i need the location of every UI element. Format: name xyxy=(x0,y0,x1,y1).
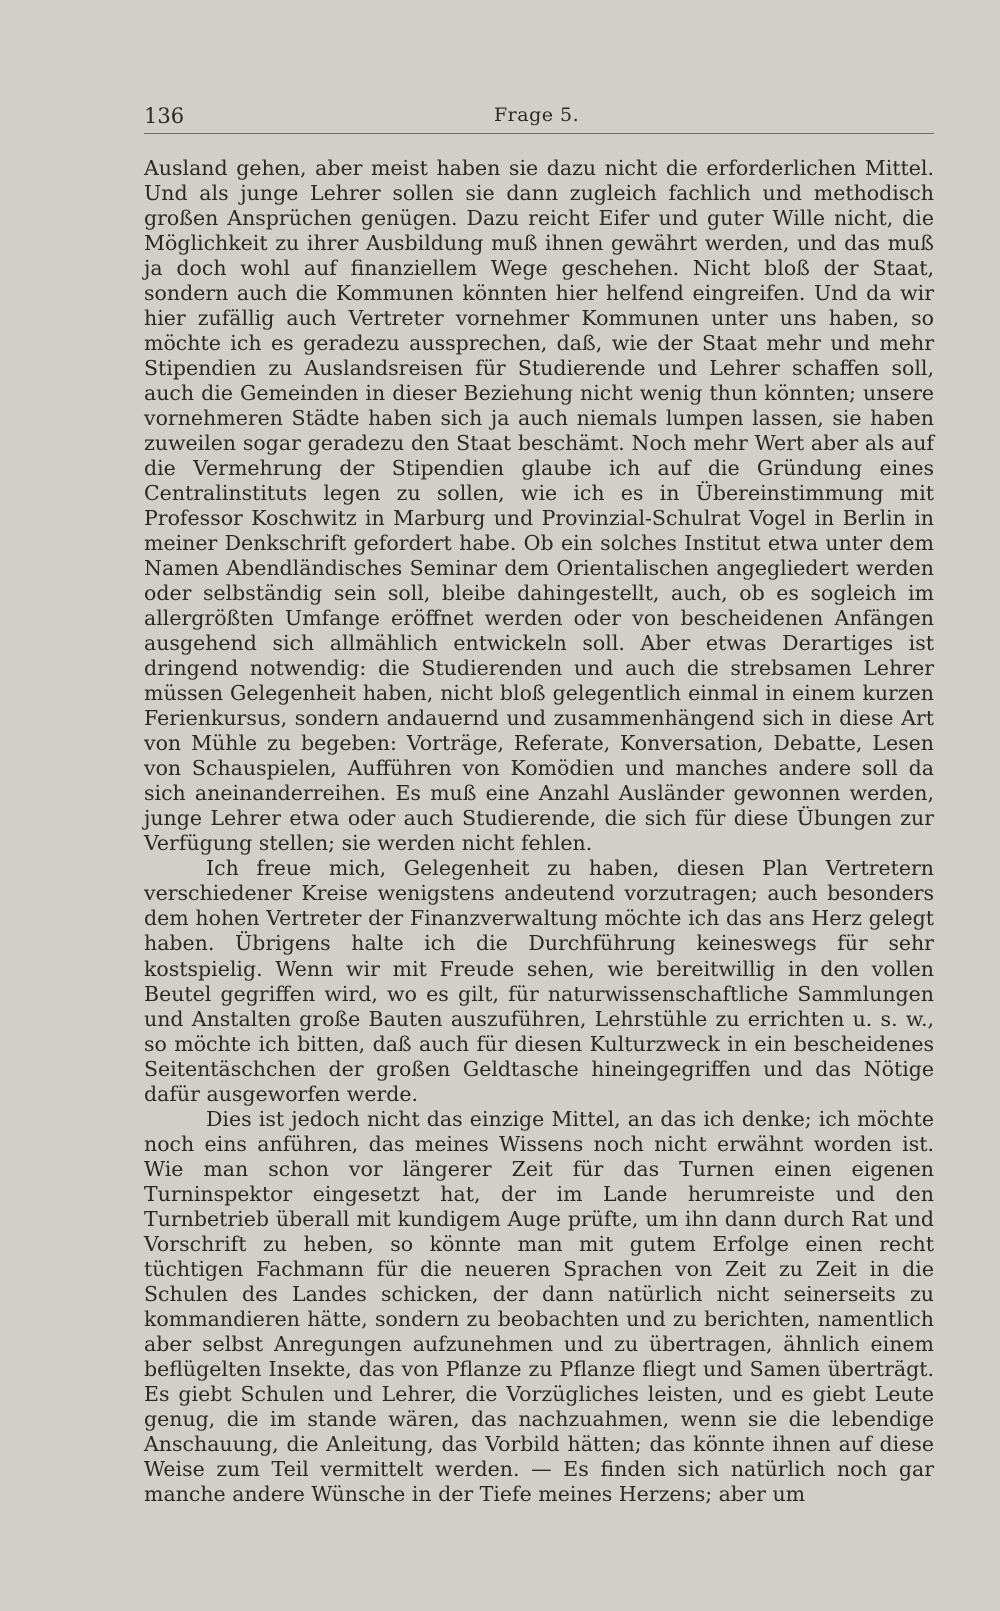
page-number: 136 xyxy=(144,104,185,128)
paragraph: Ich freue mich, Gelegenheit zu haben, diesen Plan Vertretern verschiedener Kreise wenigstens andeutend vorzutragen; auch besonders dem hohen Vertreter der Finanzverwaltung möchte ich das ans Herz gelegt haben. Übrigens halte ich die Durchführung keineswegs für sehr kostspielig. Wenn wir mit Freude sehen, wie bereitwillig in den vollen Beutel gegriffen wird, wo es gilt, für naturwissenschaftliche Sammlungen und Anstalten große Bauten auszuführen, Lehrstühle zu errichten u. s. w., so möchte ich bitten, daß auch für diesen Kulturzweck in ein bescheidenes Seitentäschchen der großen Geldtasche hineingegriffen und das Nötige dafür ausgeworfen werde. xyxy=(144,856,934,1106)
body-text xyxy=(144,156,934,1507)
paragraph: Ausland gehen, aber meist haben sie dazu nicht die erforderlichen Mittel. Und als junge Lehrer sollen sie dann zugleich fachlich und methodisch großen Ansprüchen genügen. Dazu reicht Eifer und guter Wille nicht, die Möglichkeit zu ihrer Ausbildung muß ihnen gewährt werden, und das muß ja doch wohl auf finanziellem Wege geschehen. Nicht bloß der Staat, sondern auch die Kommunen könnten hier helfend eingreifen. Und da wir hier zufällig auch Vertreter vornehmer Kommunen unter uns haben, so möchte ich es geradezu aussprechen, daß, wie der Staat mehr und mehr Stipendien zu Auslandsreisen für Studierende und Lehrer schaffen soll, auch die Gemeinden in dieser Beziehung nicht wenig thun könnten; unsere vornehmeren Städte haben sich ja auch niemals lumpen lassen, sie haben zuweilen sogar geradezu den Staat beschämt. Noch mehr Wert aber als auf die Vermehrung der Stipendien glaube ich auf die Gründung eines Centralinstituts legen zu sollen, wie ich es in Übereinstimmung mit Professor Koschwitz in Marburg und Provinzial-Schulrat Vogel in Berlin in meiner Denkschrift gefordert habe. Ob ein solches Institut etwa unter dem Namen Abendländisches Seminar dem Orientalischen angegliedert werden oder selbständig sein soll, bleibe dahingestellt, auch, ob es sogleich im allergrößten Umfange eröffnet werden oder von bescheidenen Anfängen ausgehend sich allmählich entwickeln soll. Aber etwas Derartiges ist dringend notwendig: die Studierenden und auch die strebsamen Lehrer müssen Gelegenheit haben, nicht bloß gelegentlich einmal in einem kurzen Ferienkursus, sondern andauernd und zusammenhängend sich in diese Art von Mühle zu begeben: Vorträge, Referate, Konversation, Debatte, Lesen von Schauspielen, Aufführen von Komödien und manches andere soll da sich aneinanderreihen. Es muß eine Anzahl Ausländer gewonnen werden, junge Lehrer etwa oder auch Studierende, die sich für diese Übungen zur Verfügung stellen; sie werden nicht fehlen. xyxy=(144,156,934,856)
running-head: Frage 5. xyxy=(494,104,580,126)
header-rule xyxy=(144,133,934,134)
page-header xyxy=(144,104,934,136)
paragraph: Dies ist jedoch nicht das einzige Mittel, an das ich denke; ich möchte noch eins anführen, das meines Wissens noch nicht erwähnt worden ist. Wie man schon vor längerer Zeit für das Turnen einen eigenen Turninspektor eingesetzt hat, der im Lande herumreiste und den Turnbetrieb überall mit kundigem Auge prüfte, um ihn dann durch Rat und Vorschrift zu heben, so könnte man mit gutem Erfolge einen recht tüchtigen Fachmann für die neueren Sprachen von Zeit zu Zeit in die Schulen des Landes schicken, der dann natürlich nicht seinerseits zu kommandieren hätte, sondern zu beobachten und zu berichten, namentlich aber selbst Anregungen aufzunehmen und zu übertragen, ähnlich einem beflügelten Insekte, das von Pflanze zu Pflanze fliegt und Samen überträgt. Es giebt Schulen und Lehrer, die Vorzügliches leisten, und es giebt Leute genug, die im stande wären, das nachzuahmen, wenn sie die lebendige Anschauung, die Anleitung, das Vorbild hätten; das könnte ihnen auf diese Weise zum Teil vermittelt werden. — Es finden sich natürlich noch gar manche andere Wünsche in der Tiefe meines Herzens; aber um xyxy=(144,1106,934,1506)
